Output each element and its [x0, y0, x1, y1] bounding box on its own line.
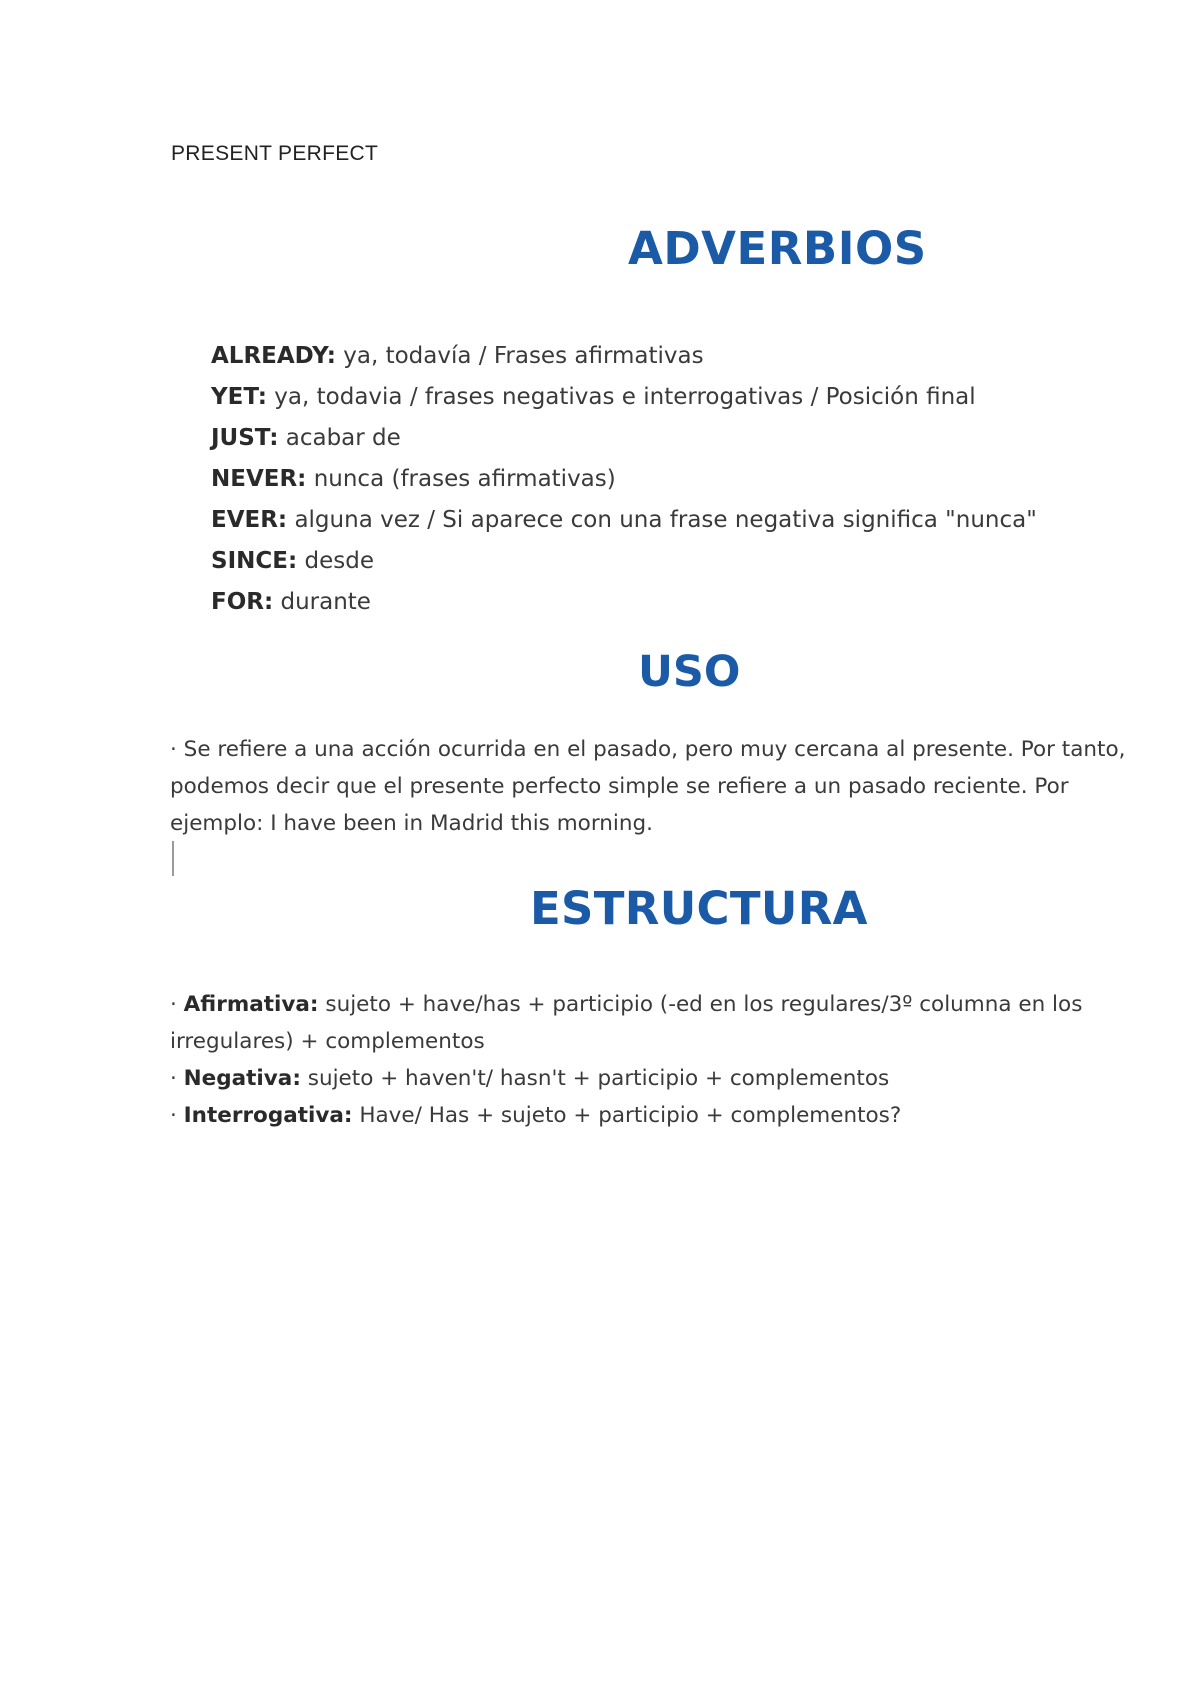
bullet: · [170, 1103, 184, 1128]
adverb-definition: acabar de [278, 425, 401, 451]
estructura-term: Interrogativa: [183, 1103, 353, 1128]
estructura-formula-continued: irregulares) + complementos [170, 1029, 485, 1054]
adverb-definition: ya, todavía / Frases afirmativas [335, 343, 704, 369]
adverb-term: SINCE: [211, 548, 298, 574]
estructura-term: Negativa: [183, 1066, 301, 1091]
estructura-heading: ESTRUCTURA [530, 882, 868, 935]
adverb-item [211, 459, 1037, 500]
adverb-term: ALREADY: [211, 343, 336, 369]
adverb-definition: ya, todavia / frases negativas e interrogativas / Posición final [267, 384, 976, 410]
bullet: · [170, 992, 184, 1017]
estructura-formula: sujeto + have/has + participio (-ed en los regulares/3º columna en los [318, 992, 1083, 1017]
estructura-item-afirmativa [170, 986, 1082, 1023]
estructura-list [170, 986, 1082, 1134]
adverb-term: NEVER: [211, 466, 307, 492]
estructura-item-negativa [170, 1060, 1082, 1097]
uso-line: · Se refiere a una acción ocurrida en el pasado, pero muy cercana al presente. Por tanto, [170, 737, 1126, 762]
adverb-item [211, 500, 1037, 541]
adverb-item [211, 377, 1037, 418]
adverb-term: EVER: [211, 507, 288, 533]
uso-paragraph [170, 731, 1200, 842]
adverbs-list [211, 336, 1037, 623]
document-label: PRESENT PERFECT [171, 142, 379, 165]
adverb-term: YET: [211, 384, 267, 410]
text-cursor [172, 841, 174, 876]
estructura-item-continuation [170, 1023, 1082, 1060]
adverb-item [211, 418, 1037, 459]
adverb-definition: desde [297, 548, 374, 574]
adverb-term: JUST: [211, 425, 279, 451]
adverb-item [211, 336, 1037, 377]
estructura-term: Afirmativa: [183, 992, 319, 1017]
adverbios-heading: ADVERBIOS [628, 222, 927, 275]
bullet: · [170, 1066, 184, 1091]
uso-heading: USO [638, 647, 741, 697]
adverb-definition: alguna vez / Si aparece con una frase negativa significa "nunca" [287, 507, 1037, 533]
adverb-term: FOR: [211, 589, 274, 615]
adverb-item [211, 541, 1037, 582]
estructura-item-interrogativa [170, 1097, 1082, 1134]
adverb-item [211, 582, 1037, 623]
adverb-definition: durante [273, 589, 371, 615]
uso-line: ejemplo: I have been in Madrid this morning. [170, 811, 653, 836]
estructura-formula: Have/ Has + sujeto + participio + complementos? [352, 1103, 902, 1128]
uso-line: podemos decir que el presente perfecto simple se refiere a un pasado reciente. Por [170, 774, 1069, 799]
estructura-formula: sujeto + haven't/ hasn't + participio + complementos [300, 1066, 890, 1091]
adverb-definition: nunca (frases afirmativas) [306, 466, 616, 492]
